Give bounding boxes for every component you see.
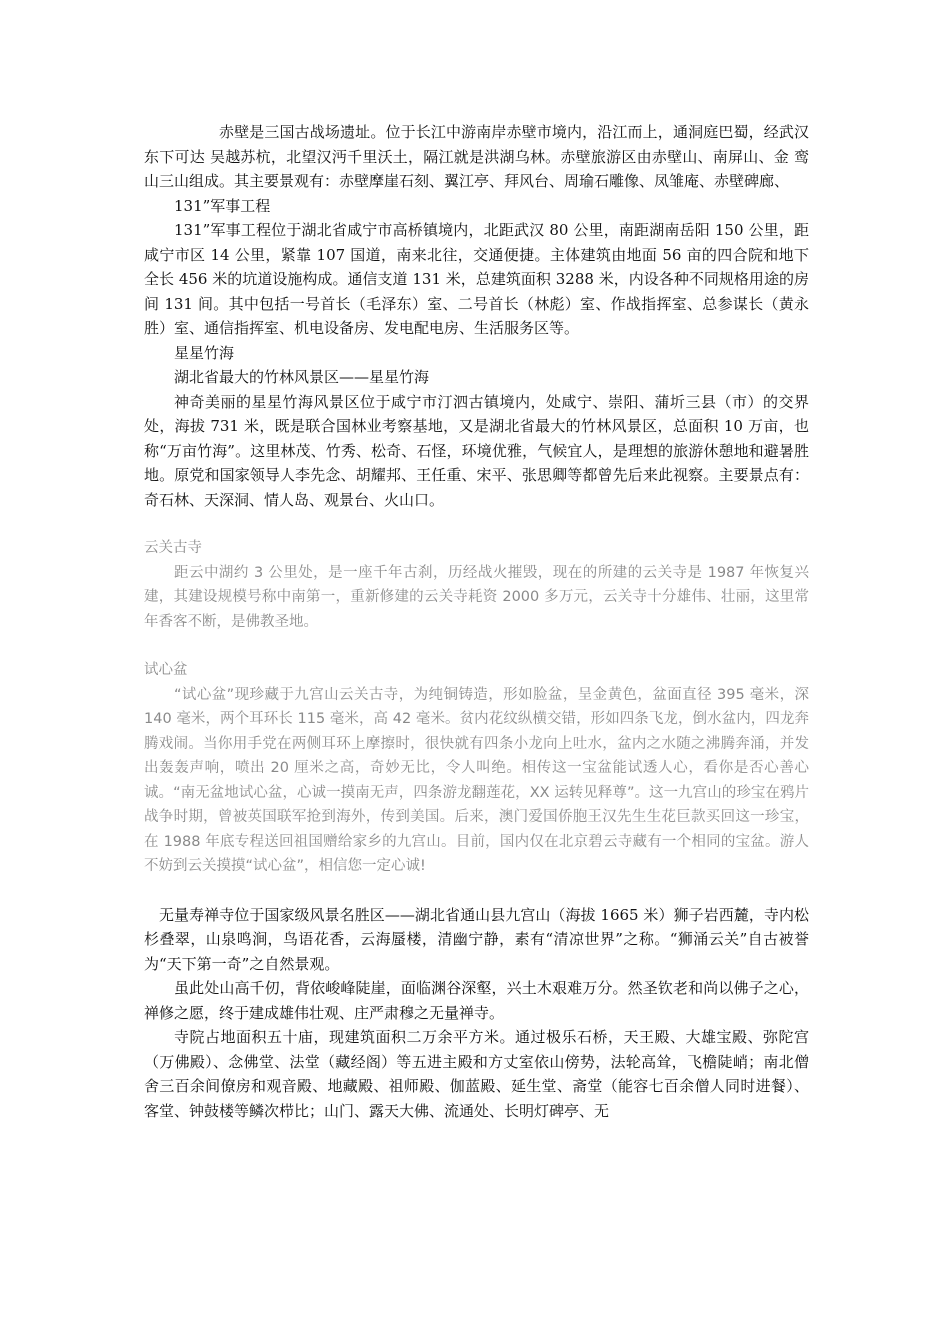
- basin-heading: 试心盆: [144, 662, 188, 678]
- temple-layout-paragraph: 寺院占地面积五十庙，现建筑面积二万余平方米。通过极乐石桥，天王殿、大雄宝殿、弥陀宫（万佛殿）、念佛堂、法堂（藏经阁）等五进主殿和方丈室依山傍势，法轮高耸，飞檐陡峭；南北僧舍三百余间僚房和观音殿、地藏殿、祖师殿、伽蓝殿、延生堂、斋堂（能容七百余僧人同时进餐）、客堂、钟鼓楼等鳞次栉比；山门、露天大佛、流通处、长明灯碑亭、无: [144, 1028, 809, 1120]
- temple-history-paragraph: 虽此处山高千仞，背依峻峰陡崖，面临渊谷深壑，兴土木艰难万分。然圣钦老和尚以佛子之心，禅修之愿，终于建成雄伟壮观、庄严肃穆之无量禅寺。: [144, 979, 809, 1022]
- project-paragraph: 131”军事工程位于湖北省咸宁市高桥镇境内，北距武汉 80 公里，南距湖南岳阳 150 公里，距咸宁市区 14 公里，紧靠 107 国道，南来北往，交通便捷。主体建筑由地面 56 亩的四合院和地下全长 456 米的坑道设施构成。通信支道 131 米，总建筑面积 3288 米，内设各种不同规格用途的房间 131 间。其中包括一号首长（毛泽东）室、二号首长（林彪）室、作战指挥室、总参谋长（黄永胜）室、通信指挥室、机电设备房、发电配电房、生活服务区等。: [144, 221, 809, 337]
- document-body: [144, 120, 809, 1123]
- section-gap: [144, 634, 809, 658]
- yunguan-paragraph: 距云中湖约 3 公里处，是一座千年古刹，历经战火摧毁，现在的所建的云关寺是 1987 年恢复兴建，其建设规模号称中南第一，重新修建的云关寺耗资 2000 多万元，云关寺十分雄伟、壮丽，这里常年香客不断，是佛教圣地。: [144, 564, 809, 630]
- basin-paragraph: “试心盆”现珍藏于九宫山云关古寺，为纯铜铸造，形如脸盆，呈金黄色，盆面直径 395 毫米，深 140 毫米，两个耳环长 115 毫米，高 42 毫米。贫内花纹纵横交错，形如四条飞龙，倒水盆内，四龙奔腾戏闹。当你用手党在两侧耳环上摩擦时，很快就有四条小龙向上吐水，盆内之水随之沸腾奔涌，并发出轰轰声响，喷出 20 厘米之高，奇妙无比，令人叫绝。相传这一宝盆能试透人心，看你是否心善心诚。“南无盆地试心盆，心诚一摸南无声，四条游龙翻莲花，XX 运转见释尊”。这一九宫山的珍宝在鸦片战争时期，曾被英国联军抢到海外，传到美国。后来，澳门爱国侨胞王汉先生生花巨款买回这一珍宝，在 1988 年底专程送回祖国赠给家乡的九宫山。目前，国内仅在北京碧云寺藏有一个相同的宝盆。游人不妨到云关摸摸“试心盆”，相信您一定心诚!: [144, 686, 809, 874]
- bamboo-paragraph: 神奇美丽的星星竹海风景区位于咸宁市汀泗古镇境内，处咸宁、崇阳、蒲圻三县（市）的交界处，海拔 731 米，既是联合国林业考察基地，又是湖北省最大的竹林风景区，总面积 10 万亩，也称“万亩竹海”。这里林茂、竹秀、松奇、石怪，环境优雅，气候宜人，是理想的旅游休憩地和避暑胜地。原党和国家领导人李先念、胡耀邦、王任重、宋平、张思卿等都曾先后来此视察。主要景点有：奇石林、天深洞、情人岛、观景台、火山口。: [144, 392, 809, 509]
- chibi-intro-paragraph: 赤壁是三国古战场遗址。位于长江中游南岸赤壁市境内，沿江而上，通洞庭巴蜀，经武汉东下可达 吴越苏杭，北望汉沔千里沃土，隔江就是洪湖乌林。赤壁旅游区由赤壁山、南屏山、金 鸾山三山组成。其主要景观有：赤壁摩崖石刻、翼江亭、拜风台、周瑜石雕像、凤雏庵、赤壁碑廊、: [144, 123, 809, 190]
- bamboo-heading: 星星竹海: [174, 343, 235, 362]
- project-heading: 131”军事工程: [174, 196, 271, 215]
- yunguan-heading: 云关古寺: [144, 540, 202, 556]
- bamboo-subheading: 湖北省最大的竹林风景区——星星竹海: [174, 368, 430, 386]
- section-gap: [144, 512, 809, 536]
- temple-intro-paragraph: 无量寿禅寺位于国家级风景名胜区——湖北省通山县九宫山（海拔 1665 米）狮子岩西麓，寺内松杉叠翠，山泉鸣涧，鸟语花香，云海蜃楼，清幽宁静，素有“清凉世界”之称。“狮涌云关”自古被誉为“天下第一奇”之自然景观。: [144, 905, 809, 973]
- section-gap: [144, 879, 809, 903]
